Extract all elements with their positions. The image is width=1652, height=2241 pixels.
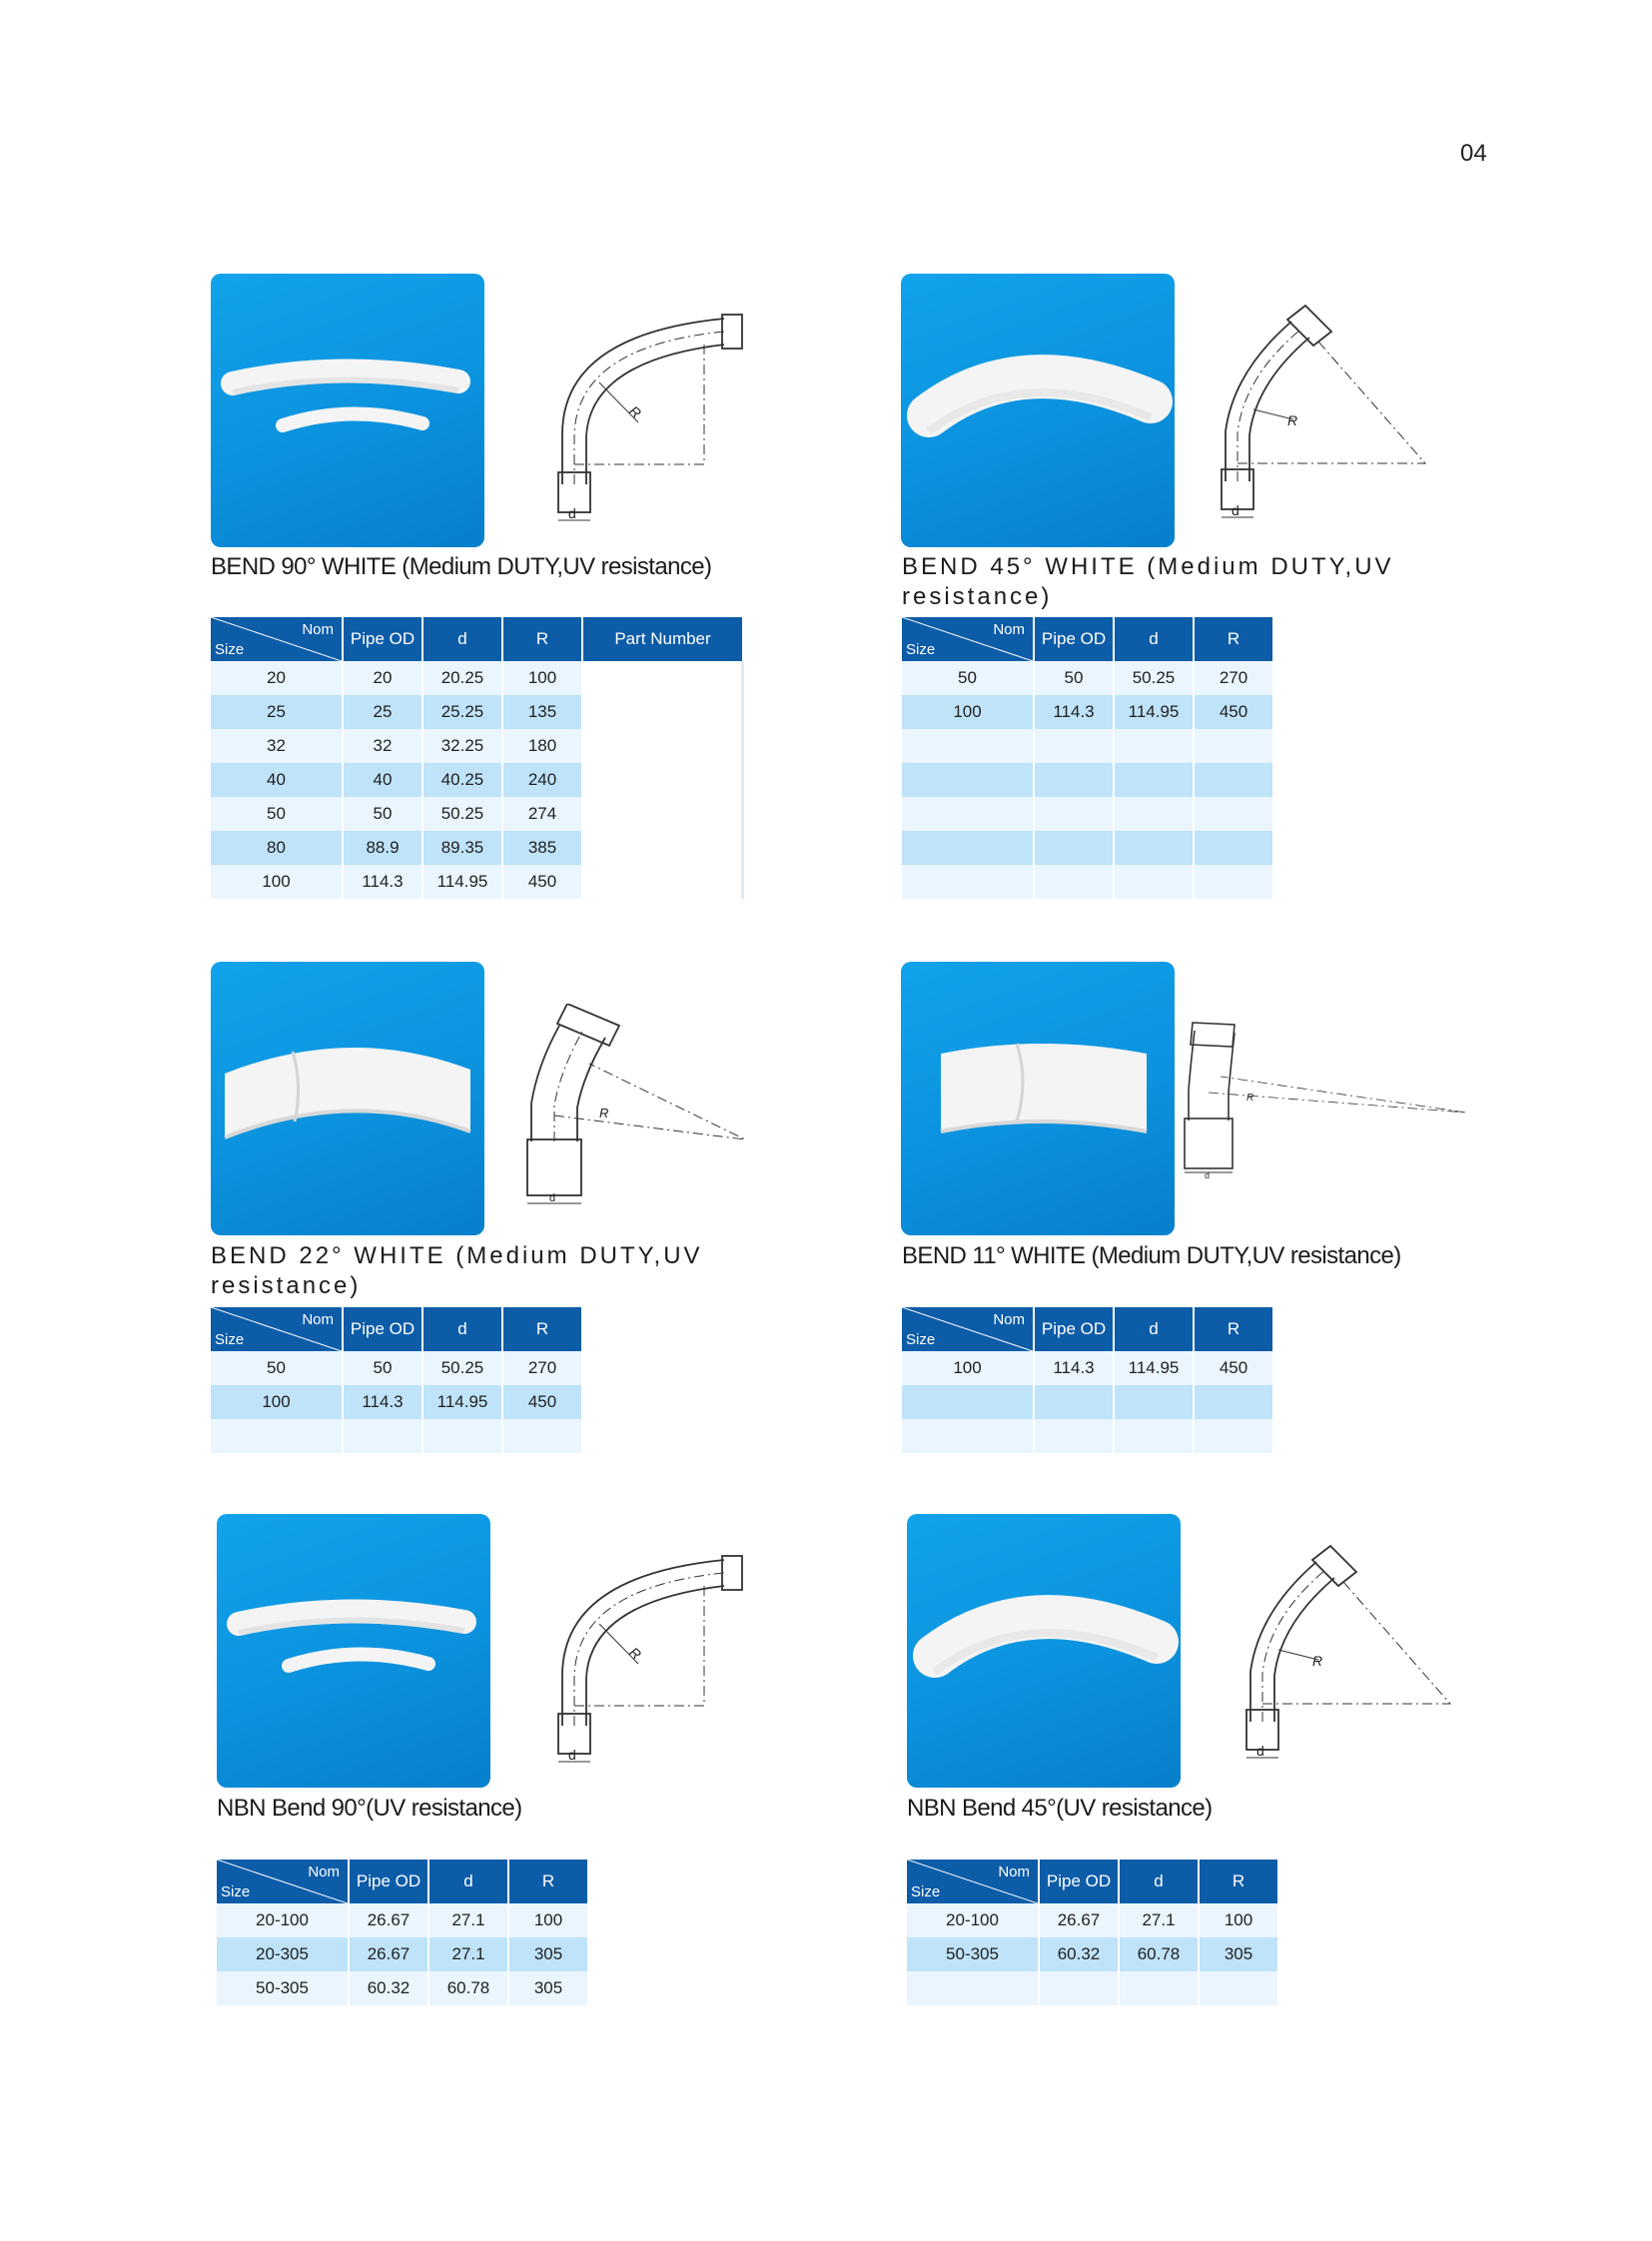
r-header: R (1199, 1860, 1277, 1903)
pipe-od-header: Pipe OD (343, 617, 422, 661)
nom-size-header: Nom Size (902, 1307, 1034, 1351)
spec-table-bend-22 (211, 1307, 581, 1453)
nbn-bend-90-drawing (544, 1546, 744, 1768)
product-title: BEND 90° WHITE (Medium DUTY,UV resistance) (211, 553, 712, 580)
table-row (902, 1385, 1272, 1419)
nom-size-header: Nom Size (211, 1307, 343, 1351)
table-row: 40 40 40.25 240 (211, 763, 742, 797)
pipe-od-header: Pipe OD (349, 1860, 428, 1903)
radius-label: R (626, 1644, 645, 1663)
nbn-bend-90-photo (217, 1514, 490, 1788)
spec-table-bend-11 (902, 1307, 1272, 1453)
spec-table-nbn-bend-45 (907, 1860, 1277, 2005)
d-header: d (1119, 1860, 1199, 1903)
table-row (211, 1419, 581, 1453)
table-row (902, 865, 1272, 899)
table-row: 50 50 50.25 270 (211, 1351, 581, 1385)
table-row (902, 729, 1272, 763)
product-title: BEND 11° WHITE (Medium DUTY,UV resistance) (902, 1242, 1401, 1269)
diameter-label: d (1232, 502, 1239, 518)
r-header: R (502, 1307, 581, 1351)
d-header: d (422, 1307, 502, 1351)
bend-22-drawing (519, 1004, 749, 1211)
bend-22-photo (211, 962, 484, 1235)
page-number: 04 (1460, 140, 1487, 167)
table-row: 50 50 50.25 274 (211, 797, 742, 831)
diameter-label: d (549, 1192, 556, 1204)
pipe-od-header: Pipe OD (1039, 1860, 1119, 1903)
r-header: R (502, 617, 582, 661)
d-header: d (422, 617, 502, 661)
spec-table-nbn-bend-90 (217, 1860, 587, 2005)
radius-label: R (599, 1106, 609, 1120)
radius-label: R (626, 402, 645, 421)
diameter-label: d (568, 1747, 576, 1763)
radius-label: R (1312, 1653, 1323, 1669)
diameter-label: d (568, 505, 576, 521)
pipe-od-header: Pipe OD (1034, 617, 1114, 661)
bend-90-drawing (544, 305, 744, 526)
table-row: 100 114.3 114.95 450 (902, 695, 1272, 729)
diameter-label: d (1256, 1743, 1264, 1759)
product-title: BEND 45° WHITE (Medium DUTY,UV resistance) (902, 553, 1394, 610)
table-row (907, 1971, 1277, 2005)
table-row (902, 1419, 1272, 1453)
table-row: 100 114.3 114.95 450 (902, 1351, 1272, 1385)
bend-45-photo (901, 274, 1175, 547)
table-row: 50 50 50.25 270 (902, 661, 1272, 695)
bend-11-photo (901, 962, 1175, 1235)
d-header: d (1114, 1307, 1194, 1351)
radius-label: R (1287, 412, 1298, 428)
table-row (902, 763, 1272, 797)
product-title: BEND 22° WHITE (Medium DUTY,UV resistance) (211, 1242, 703, 1299)
table-row: 20 20 20.25 100 (211, 661, 742, 695)
diameter-label: d (1205, 1170, 1211, 1180)
bend-45-drawing (1214, 302, 1433, 527)
table-row: 100 114.3 114.95 450 (211, 865, 742, 899)
table-row (902, 831, 1272, 865)
table-row: 50-305 60.32 60.78 305 (907, 1937, 1277, 1971)
table-row: 20-100 26.67 27.1 100 (217, 1903, 587, 1937)
nom-size-header: Nom Size (902, 617, 1034, 661)
radius-label: R (1246, 1093, 1254, 1104)
d-header: d (428, 1860, 508, 1903)
part-number-header: Part Number (582, 617, 742, 661)
table-row: 100 114.3 114.95 450 (211, 1385, 581, 1419)
pipe-od-header: Pipe OD (343, 1307, 422, 1351)
nbn-bend-45-photo (907, 1514, 1181, 1788)
nbn-bend-45-drawing (1239, 1542, 1458, 1768)
product-title: NBN Bend 45°(UV resistance) (907, 1795, 1213, 1822)
r-header: R (508, 1860, 587, 1903)
bend-90-photo (211, 274, 484, 547)
product-title: NBN Bend 90°(UV resistance) (217, 1795, 522, 1822)
table-row: 50-305 60.32 60.78 305 (217, 1971, 587, 2005)
table-row: 32 32 32.25 180 (211, 729, 742, 763)
table-row: 20-305 26.67 27.1 305 (217, 1937, 587, 1971)
spec-table-bend-90 (211, 617, 744, 899)
table-row: 80 88.9 89.35 385 (211, 831, 742, 865)
d-header: d (1114, 617, 1194, 661)
r-header: R (1194, 1307, 1272, 1351)
nom-size-header: Nom Size (211, 617, 343, 661)
spec-table-bend-45 (902, 617, 1272, 899)
nom-size-header: Nom Size (907, 1860, 1039, 1903)
r-header: R (1194, 617, 1272, 661)
table-row: 20-100 26.67 27.1 100 (907, 1903, 1277, 1937)
pipe-od-header: Pipe OD (1034, 1307, 1114, 1351)
table-row: 25 25 25.25 135 (211, 695, 742, 729)
bend-11-drawing (1181, 1021, 1470, 1180)
table-row (902, 797, 1272, 831)
nom-size-header: Nom Size (217, 1860, 349, 1903)
